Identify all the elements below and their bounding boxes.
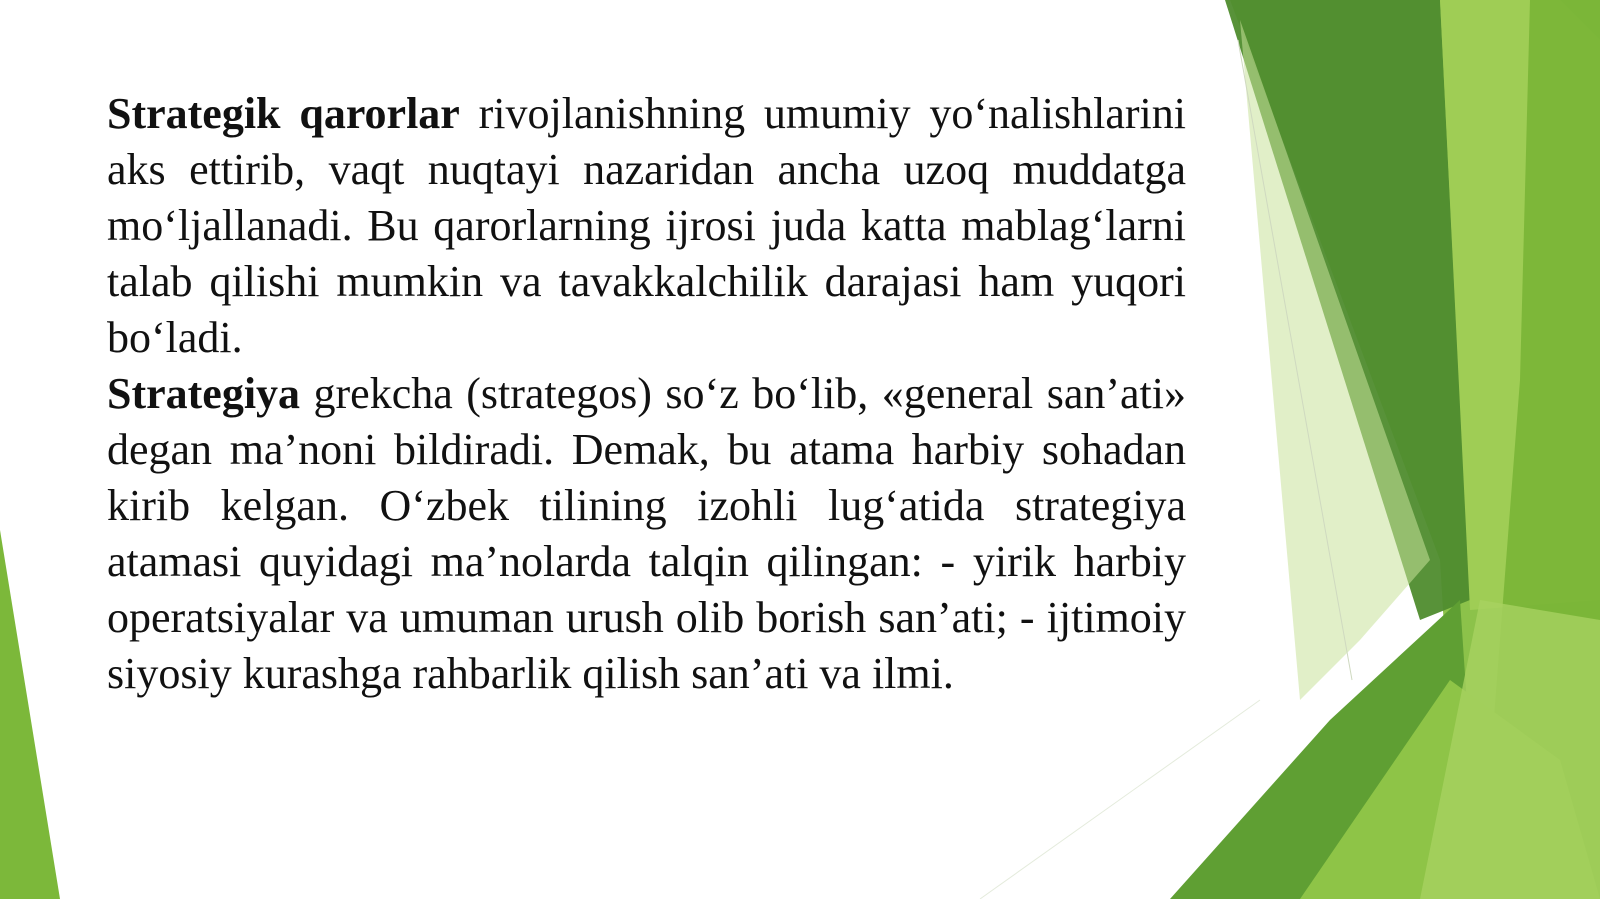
- paragraph-2-text: grekcha (strategos) so‘z bo‘lib, «general san’ati» degan ma’noni bildiradi. Demak, bu atama harbiy sohadan kirib kelgan. O‘zbek tilining izohli lug‘atida strategiya atamasi quyidagi ma’nolarda talqin qilingan: - yirik harbiy operatsiyalar va umuman urush olib borish san’ati; - ijtimoiy siyosiy kurashga rahbarlik qilish san’ati va ilmi.: [107, 369, 1186, 698]
- paragraph-strategic-decisions: [107, 86, 1186, 366]
- paragraph-1-text: rivojlanishning umumiy yo‘nalishlarini aks ettirib, vaqt nuqtayi nazaridan ancha uzoq muddatga mo‘ljallanadi. Bu qarorlarning ijrosi juda katta mablag‘larni talab qilishi mumkin va tavakkalchilik darajasi ham yuqori bo‘ladi.: [107, 89, 1186, 362]
- left-green-strip: [0, 530, 60, 899]
- slide-text-body: [107, 86, 1186, 702]
- paragraph-strategy-definition: [107, 366, 1186, 702]
- term-strategic-decisions: Strategik qarorlar: [107, 89, 460, 138]
- term-strategy: Strategiya: [107, 369, 301, 418]
